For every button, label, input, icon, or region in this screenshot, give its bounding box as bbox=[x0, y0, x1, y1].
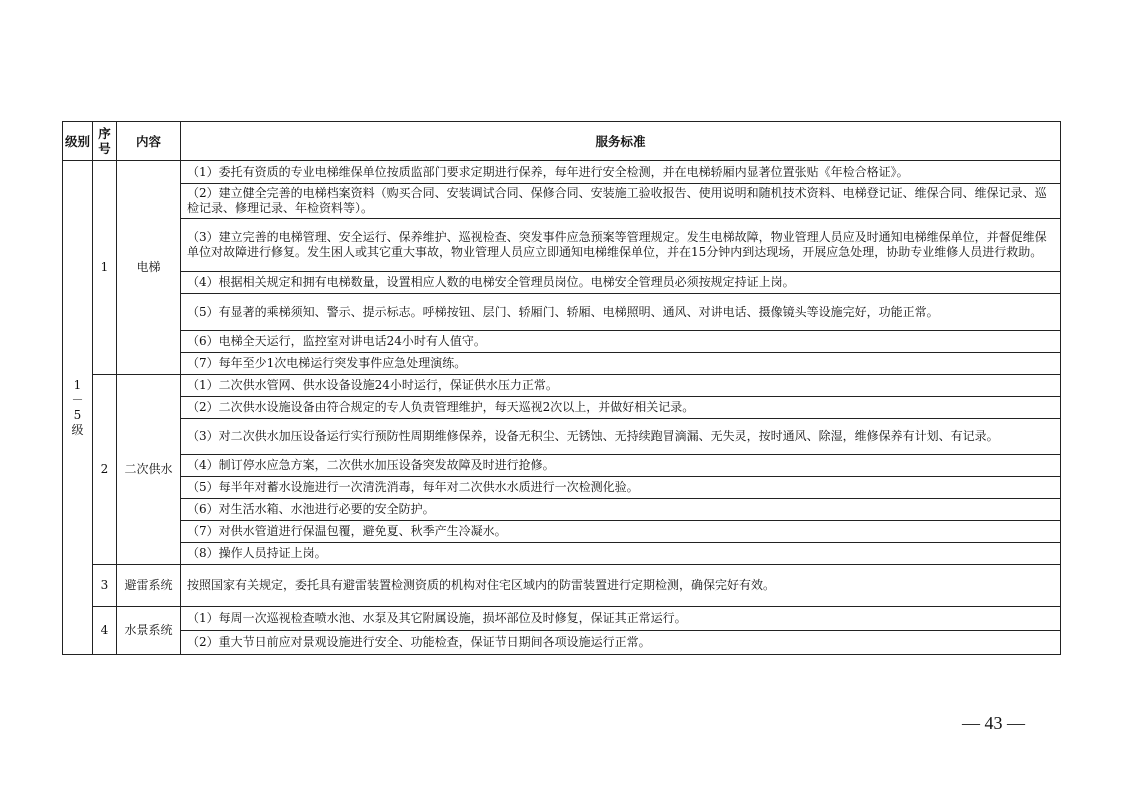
table-row bbox=[63, 331, 1061, 353]
table-row bbox=[63, 294, 1061, 331]
standard-item: （5）每半年对蓄水设施进行一次清洗消毒，每年对二次供水水质进行一次检测化验。 bbox=[181, 477, 1061, 499]
standard-item: （2）建立健全完善的电梯档案资料（购买合同、安装调试合同、保修合同、安装施工验收报告、使用说明和随机技术资料、电梯登记证、维保合同、维保记录、巡检记录、修理记录、年检资料等）。 bbox=[181, 184, 1061, 219]
table-row bbox=[63, 375, 1061, 397]
header-level: 级别 bbox=[63, 122, 93, 161]
section-name: 避雷系统 bbox=[117, 565, 181, 607]
standard-item: 按照国家有关规定，委托具有避雷装置检测资质的机构对住宅区域内的防雷装置进行定期检测，确保完好有效。 bbox=[181, 565, 1061, 607]
table-row bbox=[63, 631, 1061, 655]
standard-item: （2）二次供水设施设备由符合规定的专人负责管理维护，每天巡视2次以上，并做好相关记录。 bbox=[181, 397, 1061, 419]
standard-item: （3）对二次供水加压设备运行实行预防性周期维修保养，设备无积尘、无锈蚀、无持续跑冒滴漏、无失灵，按时通风、除湿，维修保养有计划、有记录。 bbox=[181, 419, 1061, 455]
standard-item: （1）委托有资质的专业电梯维保单位按质监部门要求定期进行保养，每年进行安全检测，并在电梯轿厢内显著位置张贴《年检合格证》。 bbox=[181, 161, 1061, 184]
page-number: — 43 — bbox=[962, 713, 1025, 733]
table-row bbox=[63, 419, 1061, 455]
standard-item: （6）电梯全天运行，监控室对讲电话24小时有人值守。 bbox=[181, 331, 1061, 353]
standard-item: （7）每年至少1次电梯运行突发事件应急处理演练。 bbox=[181, 353, 1061, 375]
table-row bbox=[63, 353, 1061, 375]
standard-item: （4）制订停水应急方案，二次供水加压设备突发故障及时进行抢修。 bbox=[181, 455, 1061, 477]
service-standard-table bbox=[62, 121, 1061, 655]
table-row bbox=[63, 272, 1061, 294]
section-seq: 2 bbox=[93, 375, 117, 565]
table-row bbox=[63, 543, 1061, 565]
standard-item: （6）对生活水箱、水池进行必要的安全防护。 bbox=[181, 499, 1061, 521]
level-range: 1－5级 bbox=[63, 161, 93, 655]
section-seq: 3 bbox=[93, 565, 117, 607]
standard-item: （7）对供水管道进行保温包覆，避免夏、秋季产生冷凝水。 bbox=[181, 521, 1061, 543]
standard-item: （1）每周一次巡视检查喷水池、水泵及其它附属设施，损坏部位及时修复，保证其正常运行。 bbox=[181, 607, 1061, 631]
table-row bbox=[63, 397, 1061, 419]
table-row bbox=[63, 219, 1061, 272]
standard-item: （8）操作人员持证上岗。 bbox=[181, 543, 1061, 565]
section-seq: 4 bbox=[93, 607, 117, 655]
section-name: 二次供水 bbox=[117, 375, 181, 565]
table-row bbox=[63, 184, 1061, 219]
table-row bbox=[63, 521, 1061, 543]
table-row bbox=[63, 565, 1061, 607]
standard-item: （2）重大节日前应对景观设施进行安全、功能检查，保证节日期间各项设施运行正常。 bbox=[181, 631, 1061, 655]
table-row bbox=[63, 477, 1061, 499]
section-seq: 1 bbox=[93, 161, 117, 375]
section-name: 电梯 bbox=[117, 161, 181, 375]
header-standard: 服务标准 bbox=[181, 122, 1061, 161]
standard-item: （3）建立完善的电梯管理、安全运行、保养维护、巡视检查、突发事件应急预案等管理规定。发生电梯故障，物业管理人员应及时通知电梯维保单位，并督促维保单位对故障进行修复。发生困人或其它重大事故，物业管理人员应立即通知电梯维保单位，并在15分钟内到达现场，开展应急处理，协助专业维修人员进行救助。 bbox=[181, 219, 1061, 272]
table-row bbox=[63, 161, 1061, 184]
standard-item: （1）二次供水管网、供水设备设施24小时运行，保证供水压力正常。 bbox=[181, 375, 1061, 397]
standard-item: （5）有显著的乘梯须知、警示、提示标志。呼梯按钮、层门、轿厢门、轿厢、电梯照明、通风、对讲电话、摄像镜头等设施完好，功能正常。 bbox=[181, 294, 1061, 331]
header-row bbox=[63, 122, 1061, 161]
table-row bbox=[63, 499, 1061, 521]
header-content: 内容 bbox=[117, 122, 181, 161]
section-name: 水景系统 bbox=[117, 607, 181, 655]
standard-item: （4）根据相关规定和拥有电梯数量，设置相应人数的电梯安全管理员岗位。电梯安全管理员必须按规定持证上岗。 bbox=[181, 272, 1061, 294]
table-row bbox=[63, 455, 1061, 477]
table-row bbox=[63, 607, 1061, 631]
header-seq: 序号 bbox=[93, 122, 117, 161]
